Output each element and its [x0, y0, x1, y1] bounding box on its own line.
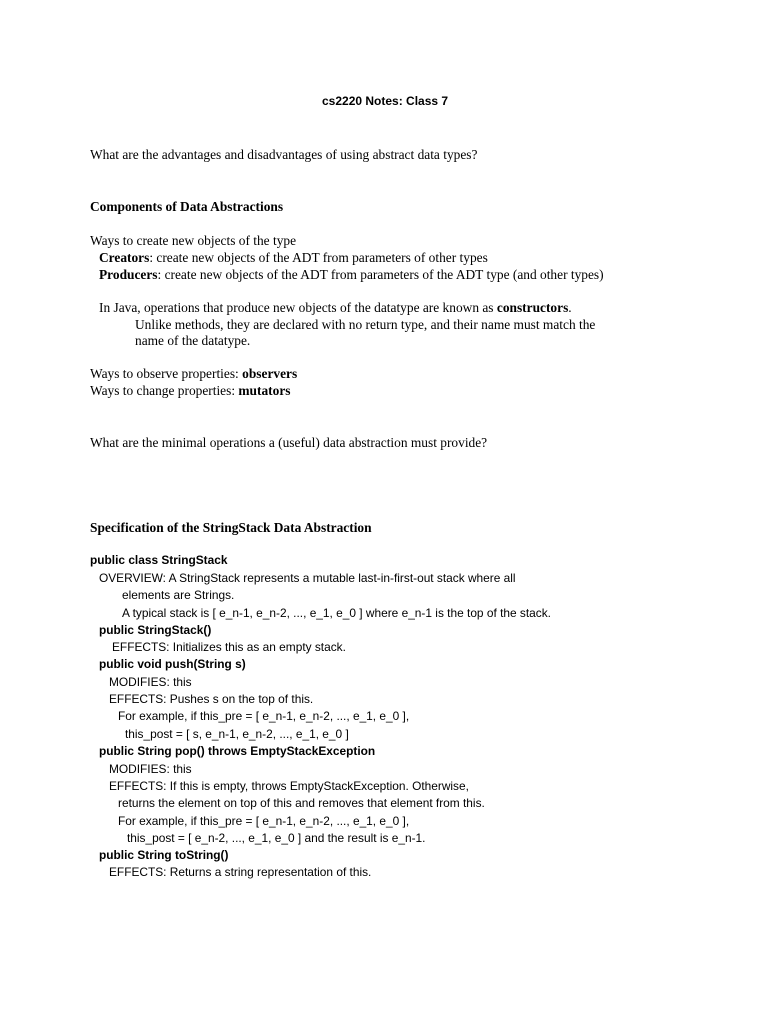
java-line-3: name of the datatype. — [135, 333, 251, 348]
spec-heading: Specification of the StringStack Data Abstraction — [90, 520, 372, 535]
overview-line-1: OVERVIEW: A StringStack represents a mutable last-in-first-out stack where all — [99, 571, 516, 585]
producers-text: : create new objects of the ADT from parameters of the ADT type (and other types) — [157, 267, 604, 282]
overview-line-2: elements are Strings. — [122, 588, 235, 602]
tostring-declaration: public String toString() — [99, 848, 229, 862]
create-intro: Ways to create new objects of the type — [90, 233, 297, 248]
pop-declaration: public String pop() throws EmptyStackException — [99, 744, 376, 758]
tostring-effects: EFFECTS: Returns a string representation of this. — [109, 865, 372, 879]
pop-modifies: MODIFIES: this — [109, 762, 192, 776]
observers-term: observers — [242, 366, 298, 381]
observe-pre: Ways to observe properties: — [90, 366, 243, 381]
creators-text: : create new objects of the ADT from parameters of other types — [149, 250, 488, 265]
push-example-2: this_post = [ s, e_n-1, e_n-2, ..., e_1, e_0 ] — [125, 727, 349, 741]
pop-example-2: this_post = [ e_n-2, ..., e_1, e_0 ] and the result is e_n-1. — [127, 831, 426, 845]
pop-example-1: For example, if this_pre = [ e_n-1, e_n-2, ..., e_1, e_0 ], — [118, 814, 410, 828]
java-pre: In Java, operations that produce new objects of the datatype are known as — [99, 300, 497, 315]
observers-line — [90, 367, 297, 380]
java-constructors: constructors — [496, 300, 569, 315]
overview-line-3: A typical stack is [ e_n-1, e_n-2, ..., e_1, e_0 ] where e_n-1 is the top of the stack. — [122, 606, 551, 620]
page-title: cs2220 Notes: Class 7 — [322, 94, 449, 108]
question-advantages: What are the advantages and disadvantages of using abstract data types? — [90, 147, 478, 162]
mutators-term: mutators — [238, 383, 291, 398]
creators-line — [99, 251, 488, 264]
push-declaration: public void push(String s) — [99, 657, 246, 671]
pop-effects-2: returns the element on top of this and removes that element from this. — [118, 796, 485, 810]
question-minimal: What are the minimal operations a (useful) data abstraction must provide? — [90, 435, 488, 450]
push-effects: EFFECTS: Pushes s on the top of this. — [109, 692, 314, 706]
constructor-declaration: public StringStack() — [99, 623, 212, 637]
pop-effects-1: EFFECTS: If this is empty, throws EmptyStackException. Otherwise, — [109, 779, 469, 793]
push-example-1: For example, if this_pre = [ e_n-1, e_n-2, ..., e_1, e_0 ], — [118, 709, 410, 723]
java-post: . — [568, 300, 572, 315]
class-declaration: public class StringStack — [90, 553, 228, 567]
components-heading: Components of Data Abstractions — [90, 199, 284, 214]
creators-label: Creators — [99, 250, 150, 265]
java-line-1 — [99, 301, 572, 314]
constructor-effects: EFFECTS: Initializes this as an empty stack. — [112, 640, 346, 654]
push-modifies: MODIFIES: this — [109, 675, 192, 689]
producers-line — [99, 268, 604, 281]
change-pre: Ways to change properties: — [90, 383, 239, 398]
java-line-2: Unlike methods, they are declared with no return type, and their name must match the — [135, 317, 596, 332]
mutators-line — [90, 384, 290, 397]
producers-label: Producers — [99, 267, 158, 282]
